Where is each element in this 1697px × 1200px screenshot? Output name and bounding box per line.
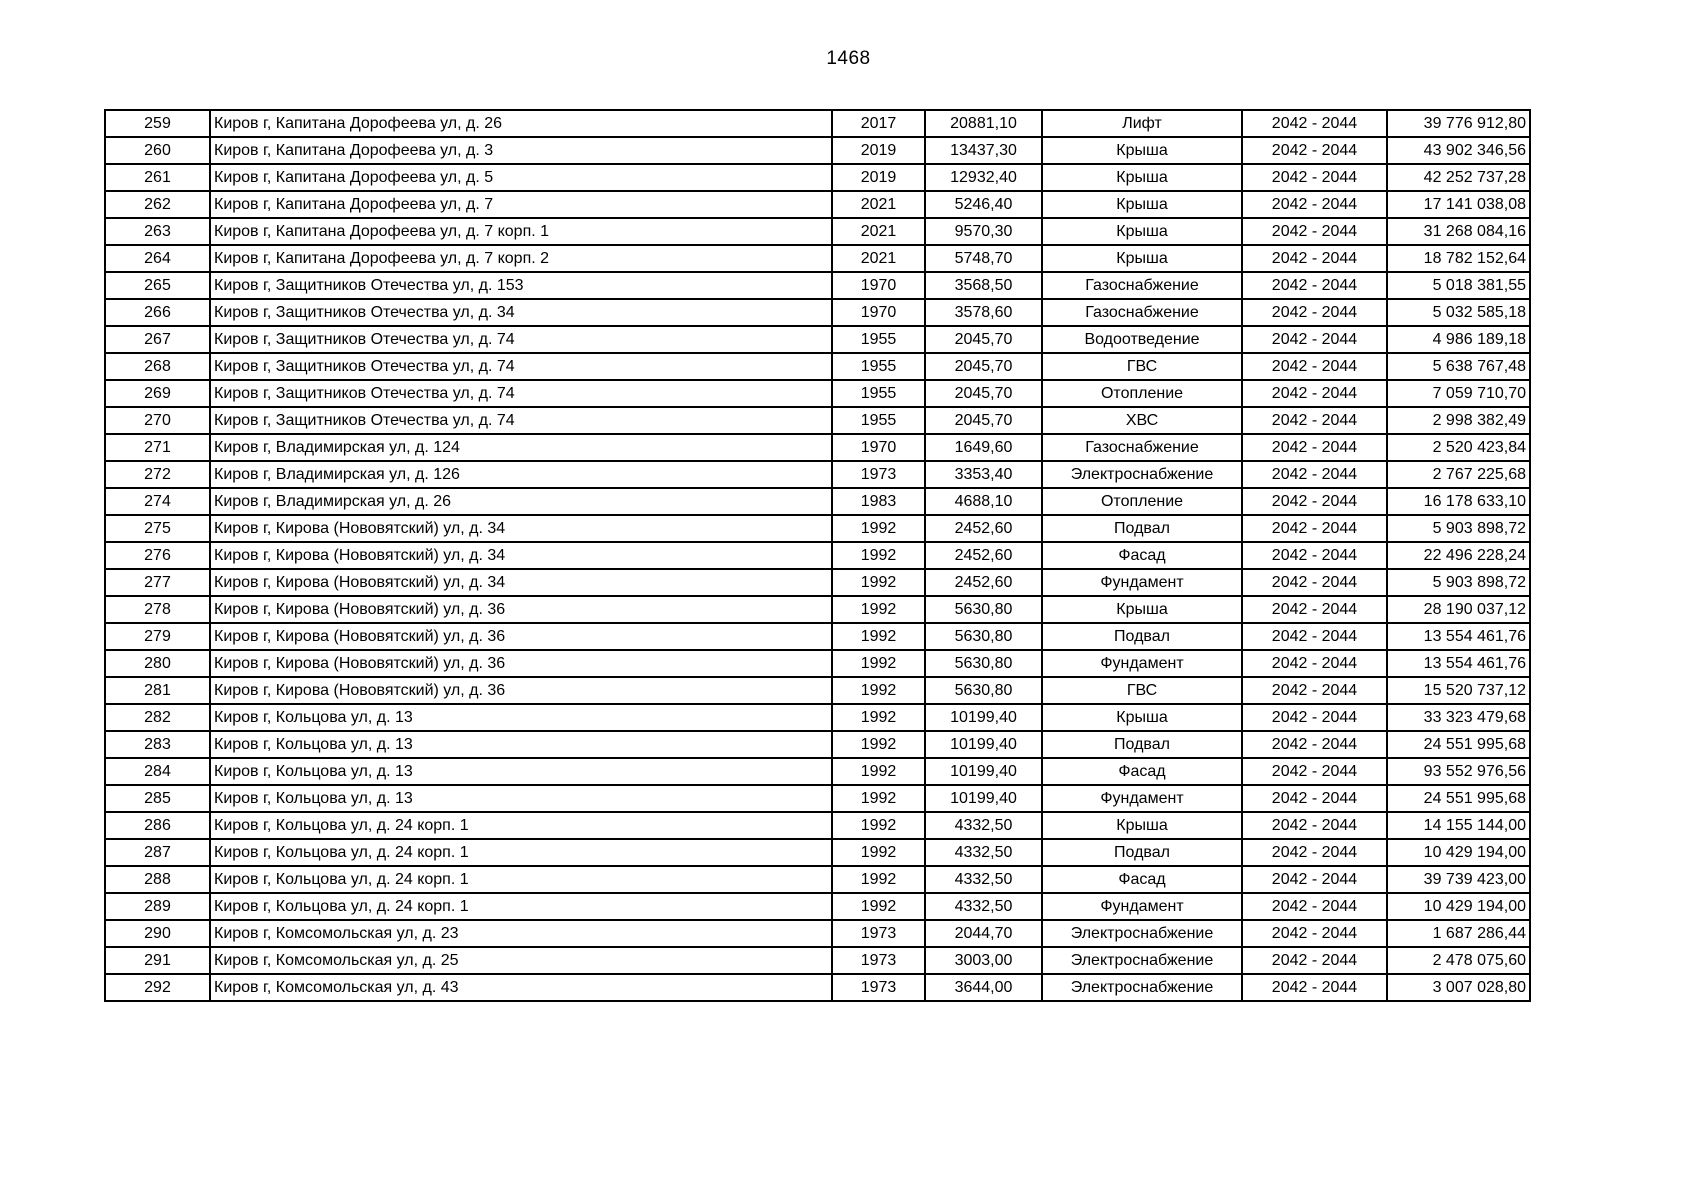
table-row: [105, 110, 1530, 137]
build-year-cell: 1992: [832, 893, 925, 920]
work-type-cell: Крыша: [1042, 704, 1242, 731]
row-number-cell: 268: [105, 353, 210, 380]
area-cell: 2045,70: [925, 407, 1042, 434]
row-number-cell: 275: [105, 515, 210, 542]
build-year-cell: 1970: [832, 272, 925, 299]
area-cell: 9570,30: [925, 218, 1042, 245]
period-cell: 2042 - 2044: [1242, 596, 1387, 623]
address-cell: Киров г, Капитана Дорофеева ул, д. 26: [210, 110, 832, 137]
build-year-cell: 1992: [832, 731, 925, 758]
period-cell: 2042 - 2044: [1242, 434, 1387, 461]
table-row: [105, 407, 1530, 434]
build-year-cell: 1992: [832, 542, 925, 569]
period-cell: 2042 - 2044: [1242, 515, 1387, 542]
table-row: [105, 839, 1530, 866]
table-row: [105, 353, 1530, 380]
build-year-cell: 2017: [832, 110, 925, 137]
table-row: [105, 272, 1530, 299]
address-cell: Киров г, Защитников Отечества ул, д. 74: [210, 407, 832, 434]
build-year-cell: 1992: [832, 677, 925, 704]
address-cell: Киров г, Кольцова ул, д. 24 корп. 1: [210, 839, 832, 866]
work-type-cell: Лифт: [1042, 110, 1242, 137]
row-number-cell: 270: [105, 407, 210, 434]
row-number-cell: 287: [105, 839, 210, 866]
row-number-cell: 289: [105, 893, 210, 920]
work-type-cell: Крыша: [1042, 137, 1242, 164]
table-row: [105, 137, 1530, 164]
address-cell: Киров г, Кирова (Нововятский) ул, д. 34: [210, 542, 832, 569]
area-cell: 5630,80: [925, 596, 1042, 623]
table-body: [105, 110, 1530, 1001]
build-year-cell: 1955: [832, 407, 925, 434]
period-cell: 2042 - 2044: [1242, 893, 1387, 920]
cost-cell: 5 018 381,55: [1387, 272, 1530, 299]
row-number-cell: 276: [105, 542, 210, 569]
build-year-cell: 1973: [832, 461, 925, 488]
address-cell: Киров г, Капитана Дорофеева ул, д. 7 корп. 1: [210, 218, 832, 245]
area-cell: 10199,40: [925, 758, 1042, 785]
build-year-cell: 1992: [832, 650, 925, 677]
address-cell: Киров г, Комсомольская ул, д. 23: [210, 920, 832, 947]
table-row: [105, 569, 1530, 596]
build-year-cell: 1992: [832, 623, 925, 650]
area-cell: 10199,40: [925, 731, 1042, 758]
area-cell: 5246,40: [925, 191, 1042, 218]
area-cell: 4688,10: [925, 488, 1042, 515]
cost-cell: 14 155 144,00: [1387, 812, 1530, 839]
row-number-cell: 281: [105, 677, 210, 704]
work-type-cell: Газоснабжение: [1042, 299, 1242, 326]
row-number-cell: 279: [105, 623, 210, 650]
cost-cell: 5 638 767,48: [1387, 353, 1530, 380]
address-cell: Киров г, Кирова (Нововятский) ул, д. 36: [210, 623, 832, 650]
address-cell: Киров г, Капитана Дорофеева ул, д. 7: [210, 191, 832, 218]
period-cell: 2042 - 2044: [1242, 812, 1387, 839]
period-cell: 2042 - 2044: [1242, 623, 1387, 650]
work-type-cell: Подвал: [1042, 839, 1242, 866]
build-year-cell: 2021: [832, 191, 925, 218]
address-cell: Киров г, Кирова (Нововятский) ул, д. 36: [210, 650, 832, 677]
address-cell: Киров г, Кирова (Нововятский) ул, д. 34: [210, 515, 832, 542]
row-number-cell: 284: [105, 758, 210, 785]
cost-cell: 33 323 479,68: [1387, 704, 1530, 731]
area-cell: 12932,40: [925, 164, 1042, 191]
area-cell: 2045,70: [925, 326, 1042, 353]
work-type-cell: ГВС: [1042, 353, 1242, 380]
address-cell: Киров г, Кирова (Нововятский) ул, д. 34: [210, 569, 832, 596]
cost-cell: 42 252 737,28: [1387, 164, 1530, 191]
cost-cell: 3 007 028,80: [1387, 974, 1530, 1001]
page-number: 1468: [826, 48, 871, 69]
period-cell: 2042 - 2044: [1242, 461, 1387, 488]
period-cell: 2042 - 2044: [1242, 272, 1387, 299]
period-cell: 2042 - 2044: [1242, 407, 1387, 434]
row-number-cell: 291: [105, 947, 210, 974]
area-cell: 4332,50: [925, 866, 1042, 893]
cost-cell: 15 520 737,12: [1387, 677, 1530, 704]
work-type-cell: Отопление: [1042, 488, 1242, 515]
row-number-cell: 290: [105, 920, 210, 947]
work-type-cell: Электроснабжение: [1042, 974, 1242, 1001]
cost-cell: 93 552 976,56: [1387, 758, 1530, 785]
table-row: [105, 461, 1530, 488]
row-number-cell: 286: [105, 812, 210, 839]
area-cell: 3353,40: [925, 461, 1042, 488]
work-type-cell: Крыша: [1042, 191, 1242, 218]
cost-cell: 5 032 585,18: [1387, 299, 1530, 326]
build-year-cell: 1992: [832, 866, 925, 893]
period-cell: 2042 - 2044: [1242, 947, 1387, 974]
work-type-cell: Фасад: [1042, 866, 1242, 893]
cost-cell: 5 903 898,72: [1387, 569, 1530, 596]
period-cell: 2042 - 2044: [1242, 245, 1387, 272]
build-year-cell: 1955: [832, 353, 925, 380]
row-number-cell: 288: [105, 866, 210, 893]
table-row: [105, 704, 1530, 731]
work-type-cell: Подвал: [1042, 731, 1242, 758]
build-year-cell: 1992: [832, 758, 925, 785]
build-year-cell: 1992: [832, 812, 925, 839]
cost-cell: 31 268 084,16: [1387, 218, 1530, 245]
row-number-cell: 271: [105, 434, 210, 461]
work-type-cell: Фундамент: [1042, 893, 1242, 920]
data-table: [104, 109, 1531, 1002]
work-type-cell: Фундамент: [1042, 650, 1242, 677]
table-row: [105, 623, 1530, 650]
work-type-cell: Фундамент: [1042, 569, 1242, 596]
address-cell: Киров г, Капитана Дорофеева ул, д. 5: [210, 164, 832, 191]
table-row: [105, 218, 1530, 245]
table-row: [105, 866, 1530, 893]
cost-cell: 13 554 461,76: [1387, 650, 1530, 677]
cost-cell: 2 998 382,49: [1387, 407, 1530, 434]
build-year-cell: 1992: [832, 839, 925, 866]
cost-cell: 39 739 423,00: [1387, 866, 1530, 893]
table-row: [105, 677, 1530, 704]
work-type-cell: Крыша: [1042, 245, 1242, 272]
area-cell: 5630,80: [925, 650, 1042, 677]
area-cell: 3644,00: [925, 974, 1042, 1001]
area-cell: 2045,70: [925, 380, 1042, 407]
address-cell: Киров г, Кольцова ул, д. 13: [210, 731, 832, 758]
row-number-cell: 266: [105, 299, 210, 326]
row-number-cell: 283: [105, 731, 210, 758]
build-year-cell: 2019: [832, 137, 925, 164]
period-cell: 2042 - 2044: [1242, 758, 1387, 785]
period-cell: 2042 - 2044: [1242, 704, 1387, 731]
cost-cell: 39 776 912,80: [1387, 110, 1530, 137]
area-cell: 4332,50: [925, 893, 1042, 920]
address-cell: Киров г, Защитников Отечества ул, д. 153: [210, 272, 832, 299]
address-cell: Киров г, Капитана Дорофеева ул, д. 7 корп. 2: [210, 245, 832, 272]
table-row: [105, 488, 1530, 515]
table-row: [105, 785, 1530, 812]
row-number-cell: 285: [105, 785, 210, 812]
build-year-cell: 1992: [832, 785, 925, 812]
work-type-cell: Газоснабжение: [1042, 272, 1242, 299]
period-cell: 2042 - 2044: [1242, 191, 1387, 218]
cost-cell: 7 059 710,70: [1387, 380, 1530, 407]
period-cell: 2042 - 2044: [1242, 299, 1387, 326]
work-type-cell: Электроснабжение: [1042, 947, 1242, 974]
row-number-cell: 267: [105, 326, 210, 353]
period-cell: 2042 - 2044: [1242, 542, 1387, 569]
row-number-cell: 280: [105, 650, 210, 677]
area-cell: 2045,70: [925, 353, 1042, 380]
cost-cell: 5 903 898,72: [1387, 515, 1530, 542]
cost-cell: 16 178 633,10: [1387, 488, 1530, 515]
period-cell: 2042 - 2044: [1242, 974, 1387, 1001]
address-cell: Киров г, Владимирская ул, д. 124: [210, 434, 832, 461]
work-type-cell: Подвал: [1042, 623, 1242, 650]
table-row: [105, 596, 1530, 623]
table-row: [105, 758, 1530, 785]
table-row: [105, 164, 1530, 191]
address-cell: Киров г, Защитников Отечества ул, д. 74: [210, 326, 832, 353]
build-year-cell: 1955: [832, 380, 925, 407]
area-cell: 13437,30: [925, 137, 1042, 164]
table-row: [105, 974, 1530, 1001]
period-cell: 2042 - 2044: [1242, 218, 1387, 245]
row-number-cell: 265: [105, 272, 210, 299]
period-cell: 2042 - 2044: [1242, 137, 1387, 164]
area-cell: 3578,60: [925, 299, 1042, 326]
work-type-cell: ГВС: [1042, 677, 1242, 704]
cost-cell: 24 551 995,68: [1387, 785, 1530, 812]
work-type-cell: Электроснабжение: [1042, 920, 1242, 947]
table-row: [105, 299, 1530, 326]
period-cell: 2042 - 2044: [1242, 110, 1387, 137]
cost-cell: 10 429 194,00: [1387, 893, 1530, 920]
period-cell: 2042 - 2044: [1242, 920, 1387, 947]
area-cell: 3003,00: [925, 947, 1042, 974]
table-row: [105, 920, 1530, 947]
work-type-cell: Крыша: [1042, 164, 1242, 191]
address-cell: Киров г, Капитана Дорофеева ул, д. 3: [210, 137, 832, 164]
table-row: [105, 731, 1530, 758]
period-cell: 2042 - 2044: [1242, 731, 1387, 758]
build-year-cell: 1973: [832, 920, 925, 947]
period-cell: 2042 - 2044: [1242, 785, 1387, 812]
address-cell: Киров г, Защитников Отечества ул, д. 74: [210, 380, 832, 407]
cost-cell: 1 687 286,44: [1387, 920, 1530, 947]
build-year-cell: 1970: [832, 299, 925, 326]
table-row: [105, 326, 1530, 353]
period-cell: 2042 - 2044: [1242, 677, 1387, 704]
area-cell: 5630,80: [925, 623, 1042, 650]
row-number-cell: 259: [105, 110, 210, 137]
build-year-cell: 1992: [832, 704, 925, 731]
work-type-cell: Фасад: [1042, 758, 1242, 785]
row-number-cell: 274: [105, 488, 210, 515]
table-row: [105, 245, 1530, 272]
area-cell: 2452,60: [925, 542, 1042, 569]
period-cell: 2042 - 2044: [1242, 353, 1387, 380]
cost-cell: 2 520 423,84: [1387, 434, 1530, 461]
table-row: [105, 947, 1530, 974]
period-cell: 2042 - 2044: [1242, 866, 1387, 893]
table-row: [105, 515, 1530, 542]
table-row: [105, 542, 1530, 569]
period-cell: 2042 - 2044: [1242, 380, 1387, 407]
build-year-cell: 1992: [832, 596, 925, 623]
table-row: [105, 893, 1530, 920]
area-cell: 5630,80: [925, 677, 1042, 704]
build-year-cell: 1992: [832, 569, 925, 596]
build-year-cell: 1970: [832, 434, 925, 461]
build-year-cell: 1983: [832, 488, 925, 515]
area-cell: 4332,50: [925, 812, 1042, 839]
row-number-cell: 269: [105, 380, 210, 407]
work-type-cell: Отопление: [1042, 380, 1242, 407]
period-cell: 2042 - 2044: [1242, 650, 1387, 677]
cost-cell: 43 902 346,56: [1387, 137, 1530, 164]
row-number-cell: 292: [105, 974, 210, 1001]
address-cell: Киров г, Владимирская ул, д. 126: [210, 461, 832, 488]
area-cell: 2044,70: [925, 920, 1042, 947]
cost-cell: 4 986 189,18: [1387, 326, 1530, 353]
work-type-cell: Газоснабжение: [1042, 434, 1242, 461]
address-cell: Киров г, Кольцова ул, д. 24 корп. 1: [210, 866, 832, 893]
work-type-cell: Электроснабжение: [1042, 461, 1242, 488]
cost-cell: 17 141 038,08: [1387, 191, 1530, 218]
cost-cell: 2 767 225,68: [1387, 461, 1530, 488]
area-cell: 10199,40: [925, 704, 1042, 731]
area-cell: 2452,60: [925, 569, 1042, 596]
period-cell: 2042 - 2044: [1242, 488, 1387, 515]
address-cell: Киров г, Владимирская ул, д. 26: [210, 488, 832, 515]
address-cell: Киров г, Комсомольская ул, д. 25: [210, 947, 832, 974]
build-year-cell: 2021: [832, 245, 925, 272]
work-type-cell: Крыша: [1042, 596, 1242, 623]
table-row: [105, 380, 1530, 407]
work-type-cell: Подвал: [1042, 515, 1242, 542]
build-year-cell: 1973: [832, 947, 925, 974]
row-number-cell: 272: [105, 461, 210, 488]
build-year-cell: 2021: [832, 218, 925, 245]
address-cell: Киров г, Кольцова ул, д. 24 корп. 1: [210, 812, 832, 839]
area-cell: 10199,40: [925, 785, 1042, 812]
area-cell: 1649,60: [925, 434, 1042, 461]
address-cell: Киров г, Кольцова ул, д. 13: [210, 758, 832, 785]
cost-cell: 10 429 194,00: [1387, 839, 1530, 866]
row-number-cell: 277: [105, 569, 210, 596]
address-cell: Киров г, Комсомольская ул, д. 43: [210, 974, 832, 1001]
area-cell: 2452,60: [925, 515, 1042, 542]
table-row: [105, 812, 1530, 839]
area-cell: 3568,50: [925, 272, 1042, 299]
cost-cell: 22 496 228,24: [1387, 542, 1530, 569]
row-number-cell: 264: [105, 245, 210, 272]
build-year-cell: 1955: [832, 326, 925, 353]
cost-cell: 28 190 037,12: [1387, 596, 1530, 623]
row-number-cell: 282: [105, 704, 210, 731]
address-cell: Киров г, Кольцова ул, д. 13: [210, 785, 832, 812]
table-row: [105, 434, 1530, 461]
table-row: [105, 650, 1530, 677]
address-cell: Киров г, Кирова (Нововятский) ул, д. 36: [210, 596, 832, 623]
cost-cell: 2 478 075,60: [1387, 947, 1530, 974]
work-type-cell: Крыша: [1042, 812, 1242, 839]
cost-cell: 13 554 461,76: [1387, 623, 1530, 650]
address-cell: Киров г, Кольцова ул, д. 13: [210, 704, 832, 731]
address-cell: Киров г, Защитников Отечества ул, д. 34: [210, 299, 832, 326]
area-cell: 4332,50: [925, 839, 1042, 866]
row-number-cell: 263: [105, 218, 210, 245]
period-cell: 2042 - 2044: [1242, 164, 1387, 191]
cost-cell: 24 551 995,68: [1387, 731, 1530, 758]
row-number-cell: 261: [105, 164, 210, 191]
work-type-cell: Водоотведение: [1042, 326, 1242, 353]
row-number-cell: 278: [105, 596, 210, 623]
period-cell: 2042 - 2044: [1242, 569, 1387, 596]
table-row: [105, 191, 1530, 218]
row-number-cell: 260: [105, 137, 210, 164]
cost-cell: 18 782 152,64: [1387, 245, 1530, 272]
period-cell: 2042 - 2044: [1242, 326, 1387, 353]
address-cell: Киров г, Защитников Отечества ул, д. 74: [210, 353, 832, 380]
row-number-cell: 262: [105, 191, 210, 218]
area-cell: 20881,10: [925, 110, 1042, 137]
period-cell: 2042 - 2044: [1242, 839, 1387, 866]
area-cell: 5748,70: [925, 245, 1042, 272]
build-year-cell: 1973: [832, 974, 925, 1001]
work-type-cell: Крыша: [1042, 218, 1242, 245]
work-type-cell: Фасад: [1042, 542, 1242, 569]
work-type-cell: ХВС: [1042, 407, 1242, 434]
work-type-cell: Фундамент: [1042, 785, 1242, 812]
address-cell: Киров г, Кирова (Нововятский) ул, д. 36: [210, 677, 832, 704]
address-cell: Киров г, Кольцова ул, д. 24 корп. 1: [210, 893, 832, 920]
build-year-cell: 2019: [832, 164, 925, 191]
build-year-cell: 1992: [832, 515, 925, 542]
